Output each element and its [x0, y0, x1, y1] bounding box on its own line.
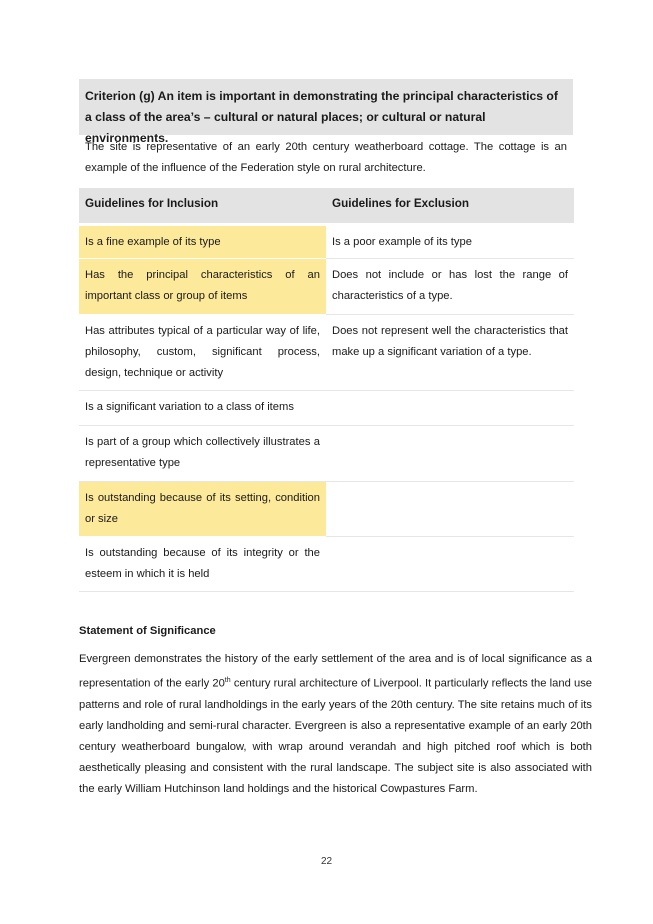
guideline-row — [79, 258, 574, 314]
criterion-heading: Criterion (g) An item is important in demonstrating the principal characteristics of a class of the area’s – cultural or natural places; or cultural or natural environments. — [79, 79, 573, 135]
exclusion-cell — [326, 536, 574, 591]
inclusion-cell: Is outstanding because of its integrity or the esteem in which it is held — [79, 536, 326, 591]
statement-body — [79, 649, 592, 800]
page-number: 22 — [320, 856, 333, 867]
inclusion-cell: Is outstanding because of its setting, condition or size — [79, 481, 326, 536]
exclusion-cell — [326, 481, 574, 536]
exclusion-header: Guidelines for Exclusion — [326, 188, 574, 224]
inclusion-header: Guidelines for Inclusion — [79, 188, 326, 224]
guideline-row — [79, 224, 574, 258]
guideline-row — [79, 425, 574, 481]
exclusion-cell — [326, 425, 574, 481]
inclusion-cell: Has attributes typical of a particular way of life, philosophy, custom, significant process, design, technique or activity — [79, 314, 326, 390]
inclusion-cell: Is a fine example of its type — [79, 224, 326, 258]
inclusion-cell: Is a significant variation to a class of items — [79, 390, 326, 425]
criterion-description: The site is representative of an early 20th century weatherboard cottage. The cottage is an example of the influence of the Federation style on rural architecture. — [85, 141, 567, 174]
statement-text-start: Evergreen demonstrates the history of the early settlement of the area and is of local significance as a representation of the early 20 — [79, 653, 592, 690]
guideline-row — [79, 390, 574, 425]
exclusion-cell: Is a poor example of its type — [326, 224, 574, 258]
exclusion-cell: Does not include or has lost the range of characteristics of a type. — [326, 258, 574, 314]
inclusion-cell: Is part of a group which collectively illustrates a representative type — [79, 425, 326, 481]
guideline-row — [79, 536, 574, 591]
exclusion-cell: Does not represent well the characteristics that make up a significant variation of a type. — [326, 314, 574, 390]
guideline-row — [79, 481, 574, 536]
guidelines-table — [79, 188, 574, 592]
inclusion-cell: Has the principal characteristics of an important class or group of items — [79, 258, 326, 314]
guideline-row — [79, 314, 574, 390]
statement-title: Statement of Significance — [79, 625, 216, 637]
exclusion-cell — [326, 390, 574, 425]
ordinal-suffix: th — [224, 677, 231, 684]
statement-text-rest: century rural architecture of Liverpool. It particularly reflects the land use patterns and role of rural landholdings in the early years of the 20th century. The site retains much of its early landholding and semi-rural character. Evergreen is also a representative example of an early 20th century weatherboard bungalow, with wrap around verandah and high pitched roof which is both aesthetically pleasing and consistent with the rural landscape. The subject site is also associated with the early William Hutchinson land holdings and the historical Cowpastures Farm. — [79, 677, 593, 795]
guidelines-header-row — [79, 188, 574, 224]
